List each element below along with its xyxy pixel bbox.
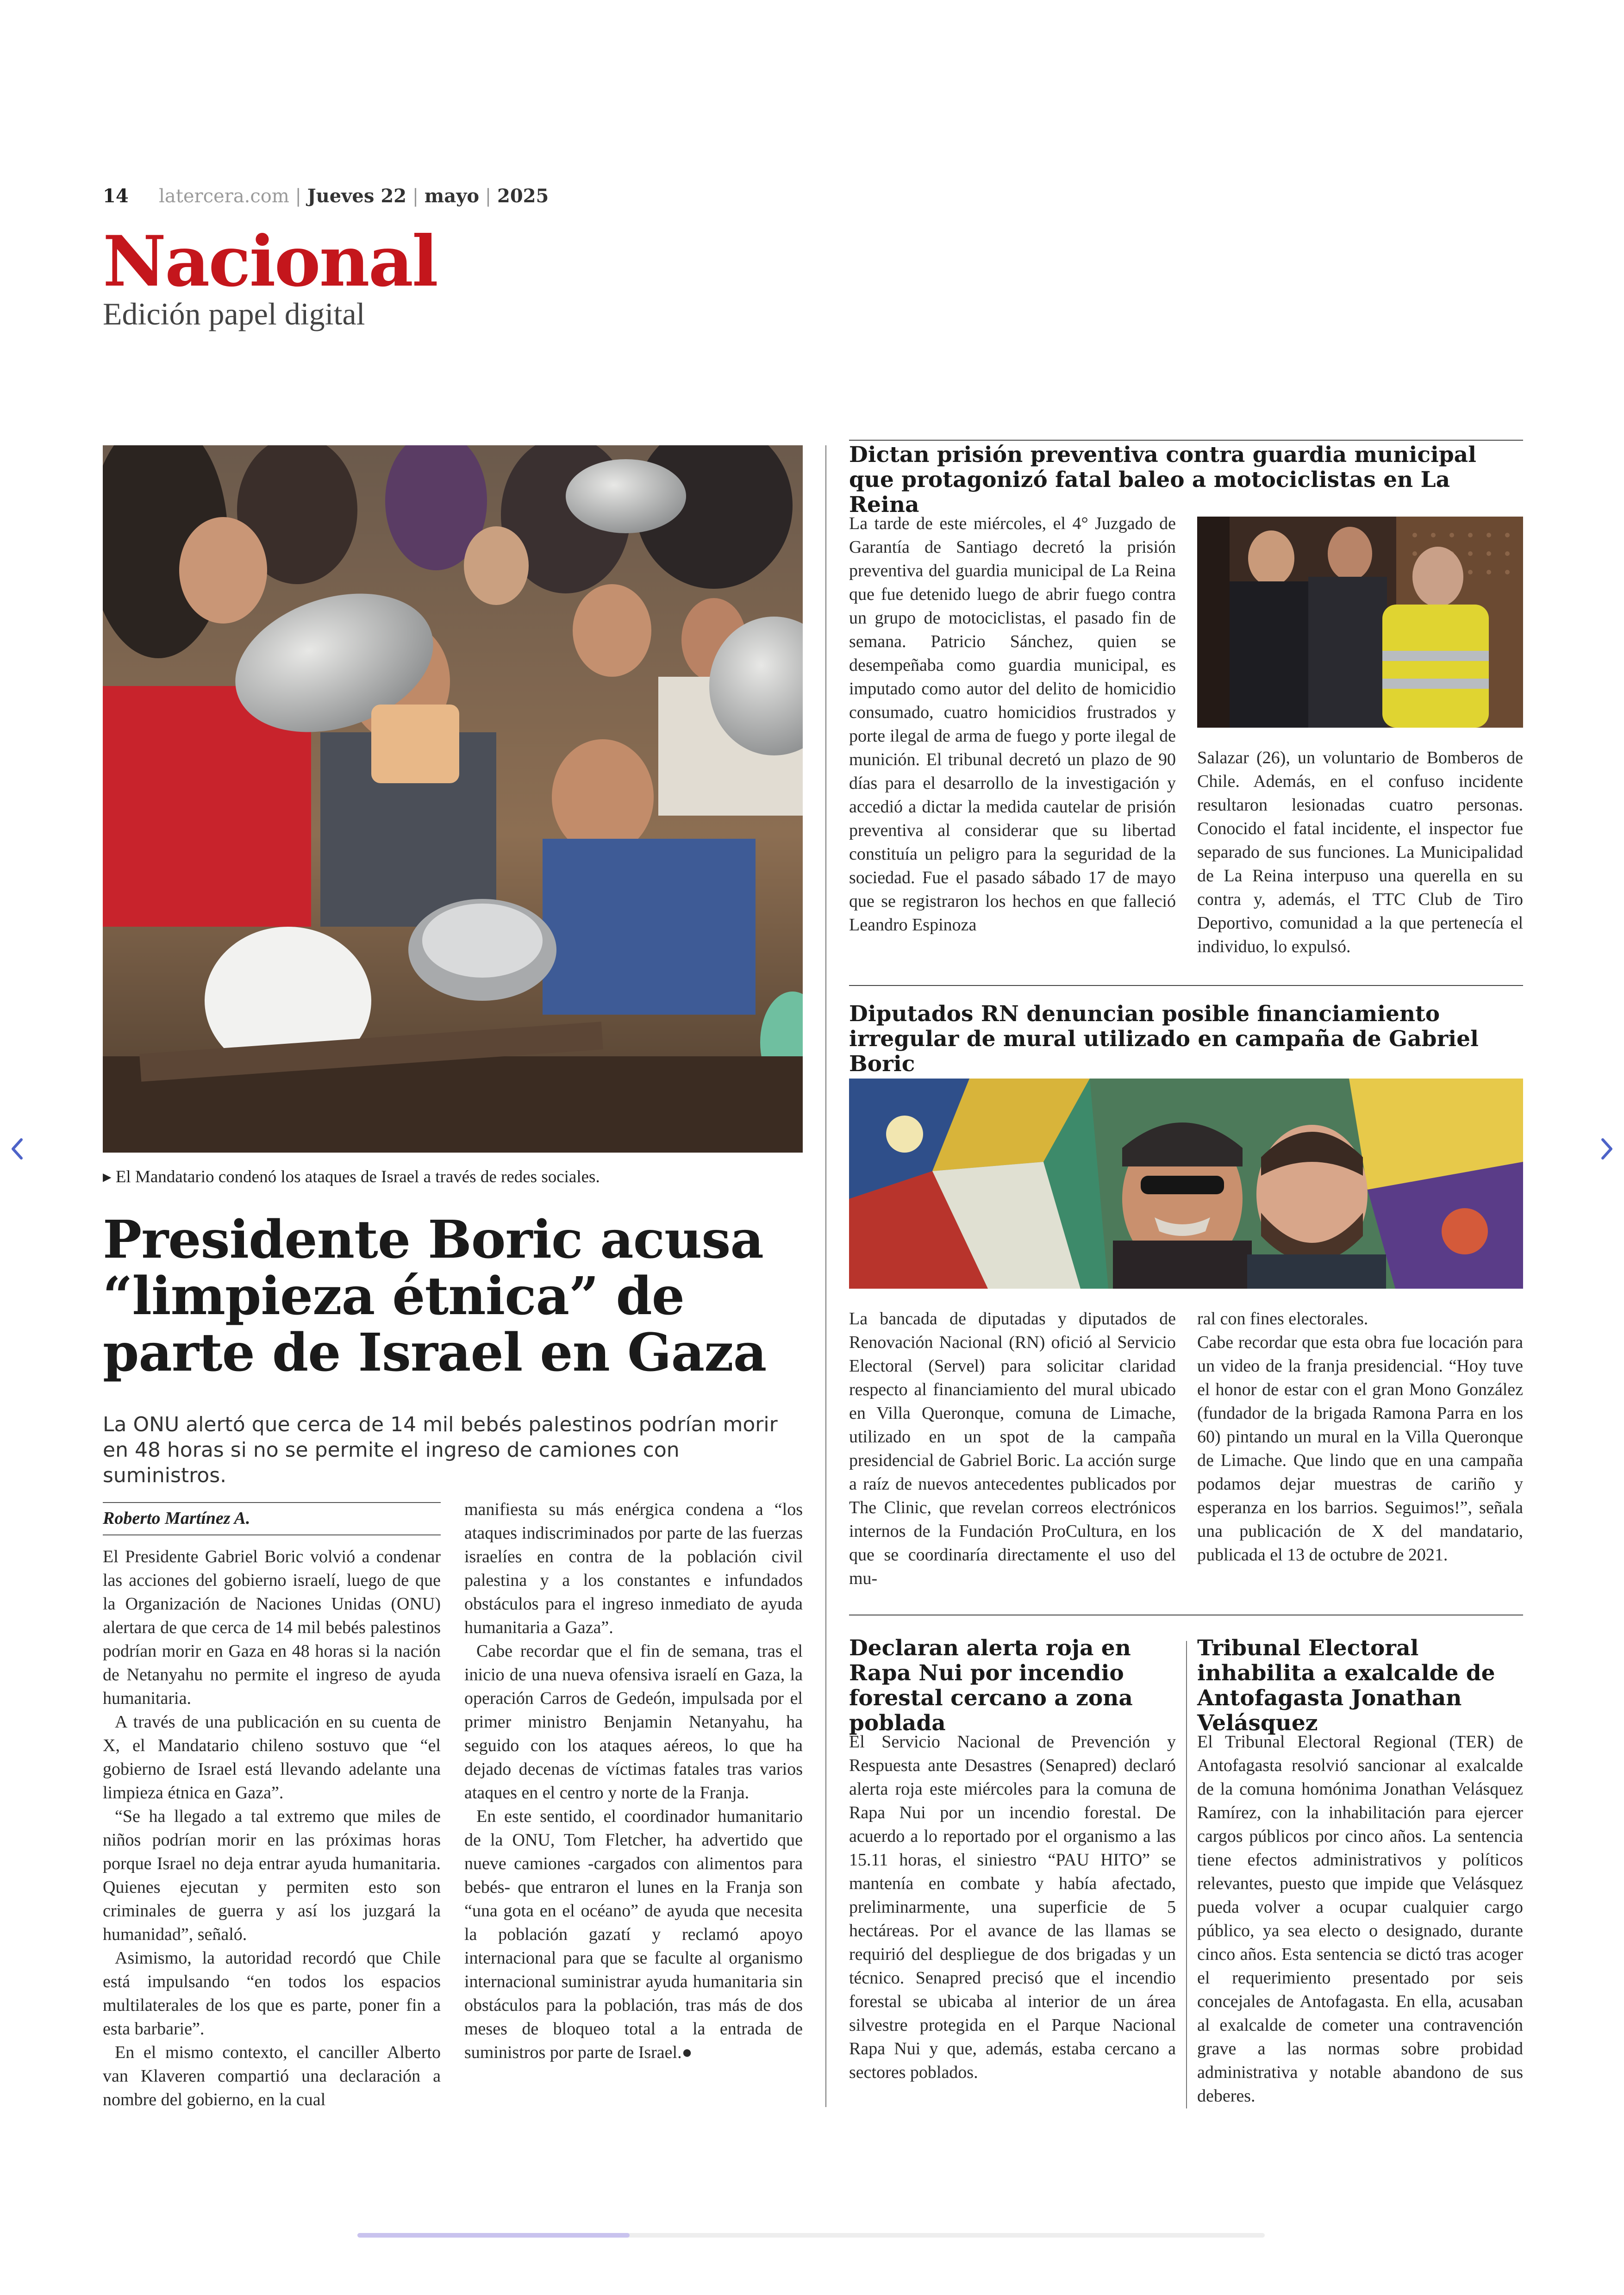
- paragraph: El Servicio Nacional de Prevención y Respuesta ante Desastres (Senapred) declaró alerta roja este miércoles para la comuna de Rapa Nui por un incendio forestal. De acuerdo a lo reportado por el organismo a las 15.11 horas, el siniestro “PAU HITO” se mantenía en combate y había afectado, preliminarmente, una superficie de 5 hectáreas. Por el avance de las llamas se requirió del despliegue de dos brigadas y un técnico. Senapred precisó que el incendio forestal se ubicaba al interior de un área silvestre protegida en el Parque Nacional Rapa Nui y que, además, estaba cercano a sectores poblados.: [849, 1732, 1176, 2082]
- paragraph: “Se ha llegado a tal extremo que miles de niños podrían morir en las próximas horas porque Israel no deja entrar ayuda humanitaria. Quienes ejecutan y permiten esto son criminales de guerra y así los juzgará la humanidad”, señaló.: [103, 1807, 441, 1944]
- story-divider: [1186, 1641, 1187, 2108]
- paragraph: La bancada de diputadas y diputados de Renovación Nacional (RN) ofició al Servicio Electoral (Servel) para solicitar claridad respecto al financiamiento del mural ubicado en Villa Queronque, comuna de Limache, utilizado en un spot de la campaña presidencial de Gabriel Boric. La acción surge a raíz de nuevos antecedentes publicados por The Clinic, que revelan correos electrónicos internos de la Fundación ProCultura, en los que se coordinaría directamente el uso del mu-: [849, 1309, 1176, 1588]
- main-col-1: [103, 1545, 441, 2112]
- story4-headline: Declaran alerta roja en Rapa Nui por incendio forestal cercano a zona poblada: [849, 1635, 1133, 1736]
- story5-headline: Tribunal Electoral inhabilita a exalcalde de Antofagasta Jonathan Velásquez: [1197, 1635, 1495, 1736]
- main-photo-caption: [103, 1166, 803, 1188]
- story5-body: [1197, 1730, 1523, 2108]
- paragraph: En el mismo contexto, el canciller Alberto van Klaveren compartió una declaración a nombre del gobierno, en la cual: [103, 2043, 441, 2109]
- story3-col-1: [849, 1307, 1176, 1590]
- paragraph: ral con fines electorales.: [1197, 1309, 1368, 1328]
- paragraph: Cabe recordar que el fin de semana, tras el inicio de una nueva ofensiva israelí en Gaza, la operación Carros de Gedeón, impulsada por el primer ministro Benjamin Netanyahu, ha seguido con los ataques aéreos, lo que ha dejado decenas de víctimas fatales tras varios ataques en el centro y norte de la Franja.: [464, 1641, 803, 1802]
- main-photo: [103, 445, 803, 1153]
- prev-page-button[interactable]: [4, 1135, 31, 1163]
- page-slider-track[interactable]: [357, 2233, 1265, 2238]
- guard-court-photo: [1197, 517, 1523, 728]
- chevron-left-icon: [9, 1137, 26, 1161]
- chevron-right-icon: [1598, 1137, 1615, 1161]
- mural-selfie-photo: [849, 1079, 1523, 1289]
- paragraph: La tarde de este miércoles, el 4° Juzgado de Garantía de Santiago decretó la prisión preventiva del guardia municipal de La Reina que fue detenido luego de abrir fuego contra un grupo de motociclistas, el pasado fin de semana. Patricio Sánchez, quien se desempeñaba como guardia municipal, es imputado como autor del delito de homicidio consumado, cuatro homicidios frustrados y porte ilegal de arma de fuego y porte ilegal de munición. El tribunal decretó un plazo de 90 días para el desarrollo de la investigación y accedió a dictar la medida cautelar de prisión preventiva al considerar que su libertad constituía un peligro para la seguridad de la sociedad. Fue el pasado sábado 17 de mayo que se registraron los hechos en que falleció Leandro Espinoza: [849, 514, 1176, 935]
- story3-photo: [849, 1079, 1523, 1289]
- story2-photo: [1197, 517, 1523, 728]
- story2-col-1: [849, 512, 1176, 937]
- separator: |: [485, 186, 492, 207]
- story3-top-rule: [849, 985, 1523, 986]
- story2-headline: Dictan prisión preventiva contra guardia municipal que protagonizó fatal baleo a motociclistas en La Reina: [849, 442, 1476, 518]
- separator: |: [412, 186, 419, 207]
- paragraph: manifiesta su más enérgica condena a “los ataques indiscriminados por parte de las fuerzas israelíes en contra de la población civil palestina y a los constantes e infundados obstáculos para el ingreso inmediato de ayuda humanitaria a Gaza”.: [464, 1500, 803, 1637]
- story2-top-rule: [849, 440, 1523, 441]
- folio-line: [103, 185, 549, 207]
- date-day: Jueves 22: [307, 185, 406, 207]
- paragraph: Asimismo, la autoridad recordó que Chile está impulsando “en todos los espacios multilaterales de los que es parte, poner fin a esta barbarie”.: [103, 1948, 441, 2039]
- edition-subtitle: Edición papel digital: [103, 296, 365, 331]
- paragraph: A través de una publicación en su cuenta de X, el Mandatario chileno sostuvo que “el gobierno de Israel está llevando adelante una limpieza étnica en Gaza”.: [103, 1712, 441, 1802]
- paragraph: Salazar (26), un voluntario de Bomberos de Chile. Además, en el confuso incidente resultaron lesionadas cuatro personas. Conocido el fatal incidente, el inspector fue separado de sus funciones. La Municipalidad de La Reina interpuso una querella en su contra y, además, el TTC Club de Tiro Deportivo, comunidad a la que pertenecía el individuo, lo expulsó.: [1197, 748, 1523, 956]
- paragraph: El Tribunal Electoral Regional (TER) de Antofagasta resolvió sancionar al exalcalde de la comuna homónima Jonathan Velásquez Ramírez, con la inhabilitación para ejercer cargos públicos por cinco años. La sentencia tiene efectos administrativos y políticos relevantes, puesto que impide que Velásquez pueda volver a ocupar cualquier cargo público, ya sea electo o designado, durante cinco años. Esta sentencia se dictó tras acoger el requerimiento presentado por seis concejales de Antofagasta. En ella, acusaban al exalcalde de cometer una contravención grave a las normas sobre probidad administrativa y notable abandono de sus deberes.: [1197, 1732, 1523, 2106]
- next-page-button[interactable]: [1593, 1135, 1620, 1163]
- site-name[interactable]: latercera.com: [159, 186, 289, 207]
- byline-top-rule: [103, 1502, 441, 1503]
- date-month: mayo: [424, 185, 480, 207]
- paragraph-text: En este sentido, el coordinador humanitario de la ONU, Tom Fletcher, ha advertido que nueve camiones -cargados con alimentos para bebés- que entraron el lunes en la Franja son “una gota en el océano” de ayuda que necesita la población gazatí y reclamó apoyo internacional para que se faculte al organismo internacional suministrar ayuda humanitaria sin obstáculos para la población, tras más de dos meses de bloqueo total a la entrada de suministros por parte de Israel.: [464, 1807, 803, 2062]
- paragraph: Cabe recordar que esta obra fue locación para un video de la franja presidencial. “Hoy tuve el honor de estar con el gran Mono González (fundador de la brigada Ramona Parra en los 60) pintando un mural en la Villa Queronque de Limache. Que lindo que en una campaña podamos dejar muestras de cariño y esperanza en los barrios. Seguimos!”, señala una publicación de X del mandatario, publicada el 13 de octubre de 2021.: [1197, 1333, 1523, 1565]
- main-headline: Presidente Boric acusa “limpieza étnica” de parte de Israel en Gaza: [103, 1210, 767, 1383]
- end-mark: ●: [681, 2043, 693, 2062]
- date-year: 2025: [497, 185, 549, 207]
- column-divider: [825, 445, 826, 2107]
- page-number: 14: [103, 185, 129, 207]
- main-col-2: [464, 1498, 803, 2064]
- caption-marker: ▸: [103, 1167, 112, 1186]
- story2-col-2: [1197, 746, 1523, 959]
- paragraph: El Presidente Gabriel Boric volvió a condenar las acciones del gobierno israelí, luego de que la Organización de Naciones Unidas (ONU) alertara de que cerca de 14 mil bebés palestinos podrían morir en Gaza en 48 horas si la nación de Netanyahu no permite el ingreso de ayuda humanitaria.: [103, 1547, 441, 1708]
- main-deck: La ONU alertó que cerca de 14 mil bebés palestinos podrían morir en 48 horas si no se permite el ingreso de camiones con suministros.: [103, 1413, 778, 1487]
- caption-text: El Mandatario condenó los ataques de Israel a través de redes sociales.: [115, 1167, 600, 1186]
- separator: |: [295, 186, 301, 207]
- page-slider-thumb[interactable]: [357, 2233, 630, 2238]
- section-title: Nacional: [103, 221, 437, 302]
- paragraph: [464, 1805, 803, 2064]
- byline-bottom-rule: [103, 1534, 441, 1535]
- children-food-photo: [103, 445, 803, 1153]
- story4-body: [849, 1730, 1176, 2084]
- story3-headline: Diputados RN denuncian posible financiamiento irregular de mural utilizado en campaña de Gabriel Boric: [849, 1001, 1479, 1077]
- byline: Roberto Martínez A.: [103, 1509, 250, 1528]
- story3-col-2: [1197, 1307, 1523, 1567]
